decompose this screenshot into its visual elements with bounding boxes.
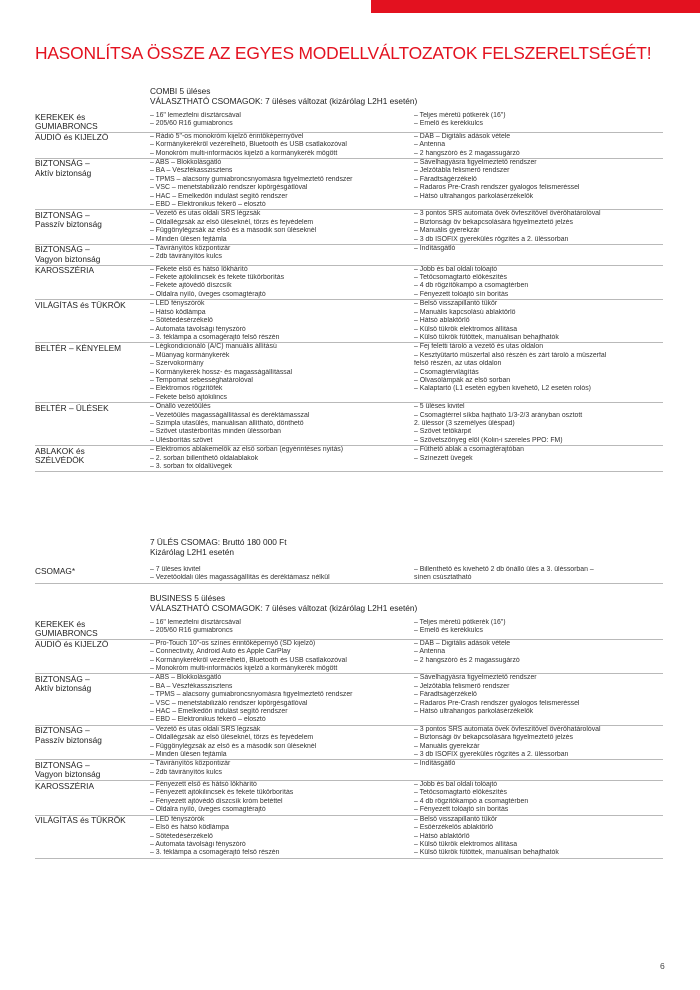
feature-item: – Billenthető és kivehető 2 db önálló ülés a 3. üléssorban – <box>414 566 594 573</box>
feature-item: – VSC – menetstabilizáló rendszer kipörgésgátlóval <box>150 699 308 707</box>
feature-item: – Connectivity, Android Auto és Apple CarPlay <box>150 648 291 656</box>
feature-item: – Vezető és utas oldali SRS légzsák <box>150 210 261 218</box>
category-label <box>35 403 150 445</box>
category-label <box>35 159 150 209</box>
feature-item: – Jobb és bal oldali tolóajtó <box>414 265 498 273</box>
feature-col-1 <box>150 640 414 674</box>
page-number: 6 <box>660 961 665 971</box>
feature-col-1 <box>150 760 414 780</box>
feature-col-1 <box>150 619 414 639</box>
feature-item: – Belső visszapillantó tükör <box>414 815 498 823</box>
feature-col-2 <box>414 403 663 445</box>
feature-col-1 <box>150 300 414 342</box>
feature-item: felső részén, az utas oldalon <box>414 360 502 368</box>
feature-col-2 <box>414 674 663 724</box>
feature-item: – Manuális gyerekzár <box>414 227 480 235</box>
table-row <box>35 266 663 301</box>
feature-col-1 <box>150 403 414 445</box>
category-text: VILÁGÍTÁS és TÜKRÖK <box>35 816 126 826</box>
feature-item: – EBD – Elektronikus fékerő – elosztó <box>150 200 266 208</box>
feature-item: – 3. féklámpa a csomagérajtó felső részén <box>150 333 280 341</box>
table-row <box>35 446 663 472</box>
feature-item: – Rádió 5"-os monokróm kijelző érintőképernyővel <box>150 132 304 140</box>
feature-item: – Fényezett ajtókilincsek és fekete tükörborítás <box>150 789 294 797</box>
feature-item: – Sötétedésérzékelő <box>150 832 213 840</box>
feature-item: – Tetőcsomagtartó előkészítés <box>414 789 507 797</box>
feature-item: – Csomagtérvilágítás <box>414 368 479 376</box>
feature-item: – DAB – Digitális adások vétele <box>414 639 511 647</box>
category-label <box>35 816 150 858</box>
feature-item: – Emelő és kerékkulcs <box>414 120 483 128</box>
feature-item: – Oldalra nyíló, üveges csomagtérajtó <box>150 290 266 298</box>
feature-item: – 3 db ISOFIX gyerekülés rögzítés a 2. üléssorban <box>414 235 569 243</box>
feature-item: – Fáradtságérzékelő <box>414 691 477 699</box>
feature-item: – Távirányítós központizár <box>150 244 231 252</box>
feature-item: – 4 db rögzítőkampó a csomagtérben <box>414 282 529 290</box>
feature-col-2 <box>414 781 663 815</box>
feature-col-2 <box>414 245 663 265</box>
table-row <box>35 816 663 859</box>
category-text: KAROSSZÉRIA <box>35 781 95 791</box>
feature-item: – Emelő és kerékkulcs <box>414 627 483 635</box>
feature-item: – 2. sorban billenthető oldalablakok <box>150 454 259 462</box>
table-row <box>35 403 663 446</box>
feature-item: – Minden ülésen fejtámla <box>150 235 227 243</box>
seven-seat-section <box>35 537 663 584</box>
feature-item: – Monokróm multi-információs kijelző a kormánykerék mögött <box>150 149 338 157</box>
seven-seat-title: 7 ÜLÉS CSOMAG: Bruttó 180 000 Ft <box>150 537 287 547</box>
feature-item: – Sötétedésérzékelő <box>150 317 213 325</box>
combi-subtitle: VÁLASZTHATÓ CSOMAGOK: 7 üléses változat (kizárólag L2H1 esetén) <box>150 96 418 106</box>
feature-item: – Hátsó ködlámpa <box>150 308 206 316</box>
table-row <box>35 674 663 725</box>
feature-item: – 3 pontos SRS automata övek övfeszítővel övérőhatárolóval <box>414 725 601 733</box>
feature-col-2 <box>414 133 663 158</box>
category-text: KEREKEK és <box>35 619 86 629</box>
category-label <box>35 726 150 760</box>
feature-item: – Sávelhagyásra figyelmeztető rendszer <box>414 158 537 166</box>
category-text: CSOMAG* <box>35 566 76 576</box>
feature-item: – Külső tükrök fűtöttek, manuálisan behajthatók <box>414 849 559 857</box>
feature-item: – LED fényszórók <box>150 300 205 308</box>
feature-item: – Szimpla utasülés, manuálisan állítható, dönthető <box>150 419 304 427</box>
feature-item: – Antenna <box>414 141 446 149</box>
business-section <box>35 593 663 859</box>
top-red-bar <box>371 0 700 13</box>
feature-col-1 <box>150 674 414 724</box>
feature-item: – Teljes méretű pótkerék (16") <box>414 112 506 119</box>
combi-header <box>150 86 663 112</box>
category-text: SZÉLVÉDŐK <box>35 456 85 466</box>
feature-item: – 3. féklámpa a csomagérajtó felső részén <box>150 849 280 857</box>
category-text: BIZTONSÁG – <box>35 760 90 770</box>
combi-title: COMBI 5 üléses <box>150 86 211 96</box>
feature-item: – Külső tükrök elektromos állítása <box>414 325 518 333</box>
feature-item: 2. üléssor (3 személyes üléspad) <box>414 419 515 427</box>
feature-item: – Fényezett tolóajtó sín borítás <box>414 806 509 814</box>
seven-seat-subtitle: Kizárólag L2H1 esetén <box>150 547 234 557</box>
feature-item: – Ülésborítás szövet <box>150 436 213 444</box>
feature-item: – 16" lemezfelni dísztárcsával <box>150 619 241 626</box>
feature-item: – Távirányítós központizár <box>150 760 231 768</box>
feature-col-1 <box>150 133 414 158</box>
feature-item: – Önálló vezetőülés <box>150 403 211 411</box>
feature-item: – DAB – Digitális adások vétele <box>414 132 511 140</box>
category-text: BIZTONSÁG – <box>35 159 90 169</box>
feature-item: – Első és hátsó ködlámpa <box>150 824 229 832</box>
feature-col-2 <box>414 566 663 583</box>
feature-item: – Oldallégzsák az első üléseknél, törzs és fejvédelem <box>150 218 314 226</box>
category-text: AUDIÓ és KIJELZŐ <box>35 640 109 650</box>
feature-item: – Szövetszőnyeg elöl (Kolin-i szereles PPO: FM) <box>414 436 563 444</box>
feature-item: – 205/60 R16 gumiabroncs <box>150 120 233 128</box>
feature-item: – Biztonsági öv bekapcsolására figyelmeztető jelzés <box>414 218 573 226</box>
category-label <box>35 245 150 265</box>
feature-col-2 <box>414 300 663 342</box>
seven-seat-rows <box>35 566 663 584</box>
feature-col-1 <box>150 781 414 815</box>
feature-item: – Kormánykerék hossz- és magasságállítással <box>150 368 293 376</box>
category-label <box>35 674 150 724</box>
feature-item: – HAC – Emelkedőn indulást segítő rendszer <box>150 192 288 200</box>
feature-item: – ABS – Blokkolásgátló <box>150 158 222 166</box>
feature-col-1 <box>150 726 414 760</box>
business-rows <box>35 619 663 859</box>
feature-item: – Radaros Pre-Crash rendszer gyalogos felismeréssel <box>414 699 580 707</box>
feature-item: – Szervokormány <box>150 360 204 368</box>
feature-item: – Teljes méretű pótkerék (16") <box>414 619 506 626</box>
feature-col-1 <box>150 446 414 471</box>
feature-item: – Belső visszapillantó tükör <box>414 300 498 308</box>
feature-item: – 2db távirányítós kulcs <box>150 768 223 776</box>
feature-item: – Fényezett első és hátsó lökhárító <box>150 781 257 789</box>
feature-item: – Jelzőtábla felismerő rendszer <box>414 167 510 175</box>
feature-item: – Antenna <box>414 648 446 656</box>
business-subtitle: VÁLASZTHATÓ CSOMAGOK: 7 üléses változat (kizárólag L2H1 esetén) <box>150 603 418 613</box>
table-row <box>35 300 663 343</box>
feature-item: – Vezető és utas oldali SRS légzsák <box>150 725 261 733</box>
feature-item: – VSC – menetstabilizáló rendszer kipörgésgátlóval <box>150 184 308 192</box>
feature-item: – Indításgátló <box>414 760 456 768</box>
feature-item: – Automata távolsági fényszóró <box>150 840 246 848</box>
feature-item: – Szövet utastérborítás minden üléssorban <box>150 428 281 436</box>
combi-rows <box>35 112 663 472</box>
feature-item: – Kalaptartó (L1 esetén egyben kivehető, L2 esetén rolós) <box>414 385 591 393</box>
category-text: BIZTONSÁG – <box>35 210 90 220</box>
feature-item: – Kormánykerékről vezérelhető, Bluetooth és USB csatlakozóval <box>150 141 347 149</box>
category-text: BIZTONSÁG – <box>35 245 90 255</box>
table-row <box>35 726 663 761</box>
feature-col-1 <box>150 266 414 300</box>
category-text: BIZTONSÁG – <box>35 674 90 684</box>
feature-item: – HAC – Emelkedőn indulást segítő rendszer <box>150 707 288 715</box>
feature-item: – 5 üléses kivitel <box>414 403 465 411</box>
feature-item: – Fényezett ajtóvédő díszcsík króm betéttel <box>150 797 283 805</box>
feature-item: – Kesztyűtartó műszerfal alsó részén és zárt tároló a műszerfal <box>414 351 607 359</box>
feature-item: – Hátsó ablaktörlő <box>414 832 470 840</box>
table-row <box>35 159 663 210</box>
category-text: Vagyon biztonság <box>35 770 101 780</box>
category-label <box>35 619 150 639</box>
feature-col-1 <box>150 245 414 265</box>
category-text: Passzív biztonság <box>35 220 102 230</box>
feature-item: – Oldalra nyíló, üveges csomagtérajtó <box>150 806 266 814</box>
category-text: VILÁGÍTÁS és TÜKRÖK <box>35 300 126 310</box>
category-text: Aktív biztonság <box>35 684 92 694</box>
feature-item: – Biztonsági öv bekapcsolására figyelmeztető jelzés <box>414 734 573 742</box>
feature-col-2 <box>414 726 663 760</box>
feature-item: – Sávelhagyásra figyelmeztető rendszer <box>414 674 537 682</box>
feature-item: – 4 db rögzítőkampó a csomagtérben <box>414 797 529 805</box>
feature-item: – Olvasólámpák az első sorban <box>414 376 511 384</box>
feature-col-2 <box>414 266 663 300</box>
feature-item: – Műanyag kormánykerék <box>150 351 230 359</box>
feature-col-1 <box>150 210 414 244</box>
feature-item: – Indításgátló <box>414 244 456 252</box>
feature-item: – Szövet tetőkárpit <box>414 428 472 436</box>
table-row <box>35 760 663 781</box>
table-row <box>35 343 663 403</box>
feature-item: – Jobb és bal oldali tolóajtó <box>414 781 498 789</box>
category-label <box>35 760 150 780</box>
feature-item: – Színezett üvegek <box>414 454 473 462</box>
feature-col-2 <box>414 343 663 402</box>
feature-item: – Esőérzékelős ablaktörlő <box>414 824 493 832</box>
feature-item: – TPMS – alacsony gumiabroncsnyomásra figyelmeztető rendszer <box>150 691 353 699</box>
feature-col-1 <box>150 159 414 209</box>
category-text: BIZTONSÁG – <box>35 726 90 736</box>
feature-item: – Fekete első és hátsó lökhárító <box>150 265 248 273</box>
feature-item: – Külső tükrök elektromos állítása <box>414 840 518 848</box>
feature-item: – Vezetőoldali ülés magasságállítás és deréktámasz nélkül <box>150 574 330 582</box>
feature-item: – TPMS – alacsony gumiabroncsnyomásra figyelmeztető rendszer <box>150 175 353 183</box>
category-text: Aktív biztonság <box>35 169 92 178</box>
feature-item: – Hátsó ablaktörlő <box>414 317 470 325</box>
category-label <box>35 640 150 674</box>
feature-item: – EBD – Elektronikus fékerő – elosztó <box>150 716 266 724</box>
feature-item: – 16" lemezfelni dísztárcsával <box>150 112 241 119</box>
feature-item: – Manuális gyerekzár <box>414 742 480 750</box>
feature-item: – 7 üléses kivitel <box>150 566 201 573</box>
category-text: Passzív biztonság <box>35 735 102 745</box>
feature-col-2 <box>414 210 663 244</box>
feature-item: – Függönylégzsák az első és a második sori üléseknél <box>150 742 317 750</box>
table-row <box>35 210 663 245</box>
feature-item: – Fáradtságérzékelő <box>414 175 477 183</box>
feature-item: – Elektromos rögzítőfék <box>150 385 223 393</box>
feature-col-2 <box>414 112 663 132</box>
feature-item: – 3. sorban fix oldalüvegek <box>150 463 232 470</box>
feature-item: – Oldallégzsák az első üléseknél, törzs és fejvédelem <box>150 734 314 742</box>
combi-section <box>35 86 663 472</box>
feature-item: – Hátsó ultrahangos parkolásérzékelők <box>414 192 534 200</box>
table-row <box>35 245 663 266</box>
feature-col-2 <box>414 640 663 674</box>
category-label <box>35 343 150 402</box>
feature-col-2 <box>414 816 663 858</box>
feature-item: – 205/60 R16 gumiabroncs <box>150 627 233 635</box>
category-text: BELTÉR – ÜLÉSEK <box>35 403 109 413</box>
feature-item: – Külső tükrök fűtöttek, manuálisan behajthatók <box>414 333 559 341</box>
feature-item: – Fényezett tolóajtó sín borítás <box>414 290 509 298</box>
feature-item: – Csomagtérrel síkba hajtható 1/3-2/3 arányban osztott <box>414 411 583 419</box>
feature-item: – Elektromos ablakemelők az első sorban (egyérintéses nyitás) <box>150 446 344 454</box>
category-label <box>35 133 150 158</box>
feature-col-1 <box>150 343 414 402</box>
category-label <box>35 266 150 300</box>
business-title: BUSINESS 5 üléses <box>150 593 226 603</box>
seven-seat-header <box>150 537 663 566</box>
feature-item: – 2 hangszóró és 2 magassugárzó <box>414 149 520 157</box>
feature-item: – 3 pontos SRS automata övek övfeszítővel övérőhatárolóval <box>414 210 601 218</box>
feature-item: – BA – Vészfékasszisztens <box>150 682 233 690</box>
category-label <box>35 566 150 583</box>
table-row <box>35 619 663 640</box>
feature-item: sínen csúsztatható <box>414 574 472 582</box>
feature-item: – Automata távolsági fényszóró <box>150 325 246 333</box>
feature-item: – Fűthető ablak a csomagtérajtóban <box>414 446 524 454</box>
category-label <box>35 446 150 471</box>
feature-item: – Függönylégzsák az első és a második sori üléseknél <box>150 227 317 235</box>
table-row <box>35 781 663 816</box>
table-row <box>35 112 663 133</box>
feature-col-2 <box>414 159 663 209</box>
feature-col-2 <box>414 760 663 780</box>
category-label <box>35 781 150 815</box>
feature-item: – Kormánykerékről vezérelhető, Bluetooth és USB csatlakozóval <box>150 656 347 664</box>
category-label <box>35 210 150 244</box>
feature-item: – LED fényszórók <box>150 815 205 823</box>
category-text: GUMIABRONCS <box>35 122 98 132</box>
page-title: HASONLÍTSA ÖSSZE AZ EGYES MODELLVÁLTOZATOK FELSZERELTSÉGÉT! <box>35 43 652 63</box>
feature-item: – 2db távirányítós kulcs <box>150 253 223 261</box>
table-row <box>35 133 663 159</box>
feature-item: – ABS – Blokkolásgátló <box>150 674 222 682</box>
feature-item: – Fekete ajtóvédő díszcsík <box>150 282 232 290</box>
category-text: BELTÉR – KÉNYELEM <box>35 343 122 353</box>
category-text: Vagyon biztonság <box>35 255 101 265</box>
feature-item: – Légkondicionáló (A/C) manuális állítású <box>150 343 277 351</box>
feature-item: – Radaros Pre-Crash rendszer gyalogos felismeréssel <box>414 184 580 192</box>
feature-item: – Fej feletti tároló a vezető és utas oldalon <box>414 343 544 351</box>
feature-item: – Minden ülésen fejtámla <box>150 750 227 758</box>
business-header <box>150 593 663 619</box>
feature-item: – Hátsó ultrahangos parkolásérzékelők <box>414 707 534 715</box>
feature-col-2 <box>414 446 663 471</box>
category-label <box>35 300 150 342</box>
feature-item: – Monokróm multi-információs kijelző a kormánykerék mögött <box>150 664 338 672</box>
feature-item: – BA – Vészfékasszisztens <box>150 167 233 175</box>
category-text: KAROSSZÉRIA <box>35 266 95 276</box>
feature-item: – Vezetőülés magasságállítással és deréktámasszal <box>150 411 310 419</box>
feature-col-2 <box>414 619 663 639</box>
feature-item: – 3 db ISOFIX gyerekülés rögzítés a 2. üléssorban <box>414 750 569 758</box>
feature-item: – Fekete belső ajtókilincs <box>150 393 227 401</box>
feature-item: – Tempomat sebességhatárolóval <box>150 376 253 384</box>
feature-col-1 <box>150 112 414 132</box>
table-row <box>35 566 663 584</box>
feature-col-1 <box>150 816 414 858</box>
category-label <box>35 112 150 132</box>
feature-col-1 <box>150 566 414 583</box>
feature-item: – Manuális kapcsolású ablaktörlő <box>414 308 516 316</box>
feature-item: – 2 hangszóró és 2 magassugárzó <box>414 656 520 664</box>
feature-item: – Pro-Touch 10"-os színes érintőképernyő (SD kijelző) <box>150 639 316 647</box>
feature-item: – Fekete ajtókilincsek és fekete tükörborítás <box>150 274 285 282</box>
category-text: AUDIÓ és KIJELZŐ <box>35 133 109 143</box>
category-text: KEREKEK és <box>35 112 86 122</box>
category-text: GUMIABRONCS <box>35 629 98 639</box>
feature-item: – Tetőcsomagtartó előkészítés <box>414 274 507 282</box>
table-row <box>35 640 663 675</box>
category-text: ABLAKOK és <box>35 446 85 456</box>
feature-item: – Jelzőtábla felismerő rendszer <box>414 682 510 690</box>
